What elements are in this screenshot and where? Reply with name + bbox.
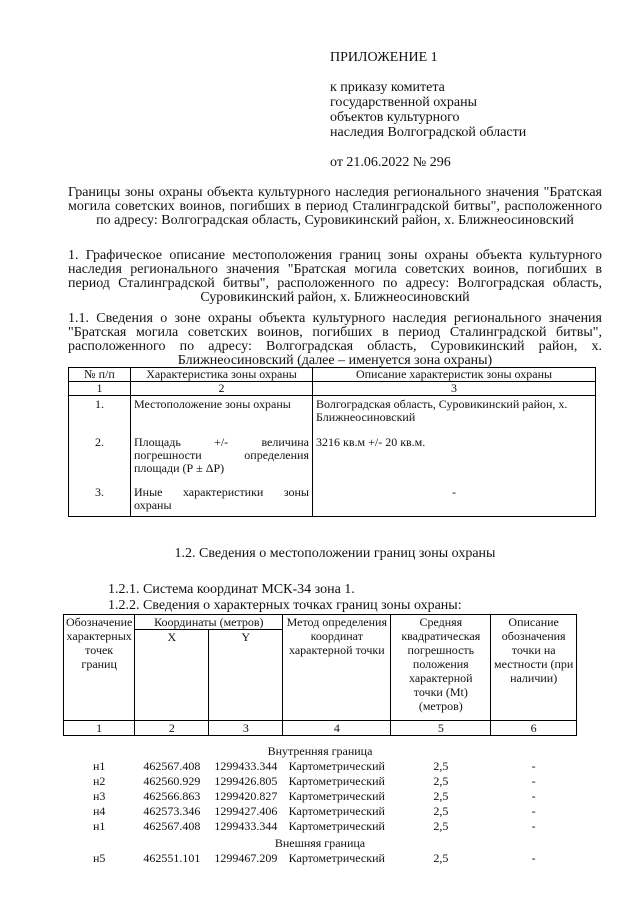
appendix-block	[330, 50, 620, 170]
table-row	[69, 396, 596, 437]
method: Картометрический	[288, 819, 385, 833]
header-cell: Описание характеристик зоны охраны	[313, 368, 596, 382]
table-index-row	[69, 382, 596, 396]
coord-y: 1299427.406	[214, 804, 278, 818]
table-row	[69, 436, 596, 486]
method: Картометрический	[288, 774, 385, 788]
error: 2,5	[433, 804, 449, 818]
header-cell: Характеристика зоны охраны	[131, 368, 313, 382]
index-cell: 6	[491, 721, 577, 736]
coord-y: 1299467.209	[214, 851, 278, 865]
area-formula: (Р ± ΔР)	[182, 461, 225, 475]
index-cell: 2	[131, 382, 313, 396]
section-1-1-text: 1.1. Сведения о зоне охраны объекта культурного наследия регионального значения "Братская могила советских воинов, погибших в период Сталинградской битвы", расположенного по адресу: Волгоградская область, Суровикинский район, х. Ближнеосиновский (далее – именуется зона охраны)	[68, 311, 602, 368]
header-method: Метод определения координат характерной точки	[283, 615, 391, 721]
zone-characteristics-table	[68, 367, 596, 517]
table-index-row	[64, 721, 577, 736]
method: Картометрический	[288, 759, 385, 773]
row-description: 3216 кв.м +/- 20 кв.м.	[313, 436, 596, 486]
appendix-line: государственной охраны	[330, 95, 478, 110]
error: 2,5	[433, 759, 449, 773]
group-row	[64, 833, 577, 850]
table-row	[64, 758, 577, 773]
coord-y: 1299426.805	[214, 774, 278, 788]
row-number: 2.	[69, 436, 131, 486]
header-description: Описание обозначения точки на местности (при наличии)	[491, 615, 577, 721]
coord-x: 462573.346	[143, 804, 201, 818]
header-y: Y	[209, 630, 283, 721]
appendix-date: от 21.06.2022 № 296	[330, 155, 451, 170]
header-error: Средняя квадратическая погрешность положения характерной точки (Mt) (метров)	[391, 615, 491, 721]
header-point: Обозначение характерных точек границ	[64, 615, 135, 721]
point-id: н1	[92, 819, 106, 833]
table-row	[64, 818, 577, 833]
table-row	[69, 486, 596, 517]
table-header-row	[69, 368, 596, 382]
coord-y: 1299420.827	[214, 789, 278, 803]
method: Картометрический	[288, 804, 385, 818]
boundary-points-table	[63, 614, 577, 865]
row-characteristic: Иные характеристики зоны охраны	[131, 486, 313, 517]
point-id: н3	[92, 789, 106, 803]
method: Картометрический	[288, 789, 385, 803]
point-id: н1	[92, 759, 106, 773]
coord-x: 462567.408	[143, 759, 201, 773]
index-cell: 3	[313, 382, 596, 396]
group-row	[64, 736, 577, 759]
error: 2,5	[433, 789, 449, 803]
appendix-line: наследия Волгоградской области	[330, 125, 527, 140]
document-heading: Границы зоны охраны объекта культурного наследия регионального значения "Братская могила советских воинов, погибших в период Сталинградской битвы", расположенного по адресу: Волгоградская область, Суровикинский район, х. Ближнеосиновский	[68, 185, 602, 228]
method: Картометрический	[288, 851, 385, 865]
coord-y: 1299433.344	[214, 759, 278, 773]
appendix-line: объектов культурного	[330, 110, 460, 125]
header-coords: Координаты (метров)	[135, 615, 283, 630]
point-desc: -	[531, 774, 536, 788]
row-number: 3.	[69, 486, 131, 517]
coord-x: 462551.101	[143, 851, 201, 865]
row-description: Волгоградская область, Суровикинский район, х. Ближнеосиновский	[313, 396, 596, 437]
table-header-row	[64, 615, 577, 630]
index-cell: 1	[69, 382, 131, 396]
row-description: -	[313, 486, 596, 517]
row-characteristic	[131, 436, 313, 486]
row-characteristic-text: Площадь +/- величина погрешности определения площади	[134, 435, 309, 475]
index-cell: 4	[283, 721, 391, 736]
point-desc: -	[531, 789, 536, 803]
index-cell: 3	[209, 721, 283, 736]
point-desc: -	[531, 819, 536, 833]
row-number: 1.	[69, 396, 131, 437]
index-cell: 2	[135, 721, 209, 736]
point-desc: -	[531, 804, 536, 818]
error: 2,5	[433, 774, 449, 788]
row-characteristic: Местоположение зоны охраны	[131, 396, 313, 437]
coord-x: 462560.929	[143, 774, 201, 788]
section-1-text: 1. Графическое описание местоположения границ зоны охраны объекта культурного наследия регионального значения "Братская могила советских воинов, погибших в период Сталинградской битвы", расположенного по адресу: Волгоградская область, Суровикинский район, х. Ближнеосиновский	[68, 248, 602, 305]
group-name: Внутренняя граница	[267, 744, 373, 758]
error: 2,5	[433, 819, 449, 833]
coord-y: 1299433.344	[214, 819, 278, 833]
index-cell: 1	[64, 721, 135, 736]
coord-x: 462566.863	[143, 789, 201, 803]
index-cell: 5	[391, 721, 491, 736]
group-name: Внешняя граница	[274, 836, 366, 850]
table-row	[64, 803, 577, 818]
point-desc: -	[531, 851, 536, 865]
header-cell: № п/п	[69, 368, 131, 382]
appendix-title: ПРИЛОЖЕНИЕ 1	[330, 50, 438, 65]
section-1-2-2-text: 1.2.2. Сведения о характерных точках границ зоны охраны:	[108, 598, 462, 613]
header-x: X	[135, 630, 209, 721]
table-row	[64, 850, 577, 865]
appendix-line: к приказу комитета	[330, 80, 445, 95]
point-desc: -	[531, 759, 536, 773]
point-id: н4	[92, 804, 106, 818]
table-row	[64, 788, 577, 803]
error: 2,5	[433, 851, 449, 865]
section-1-2-title: 1.2. Сведения о местоположении границ зоны охраны	[174, 546, 496, 561]
coord-x: 462567.408	[143, 819, 201, 833]
point-id: н2	[92, 774, 106, 788]
point-id: н5	[92, 851, 106, 865]
section-1-2-1-text: 1.2.1. Система координат МСК-34 зона 1.	[108, 582, 355, 597]
table-row	[64, 773, 577, 788]
